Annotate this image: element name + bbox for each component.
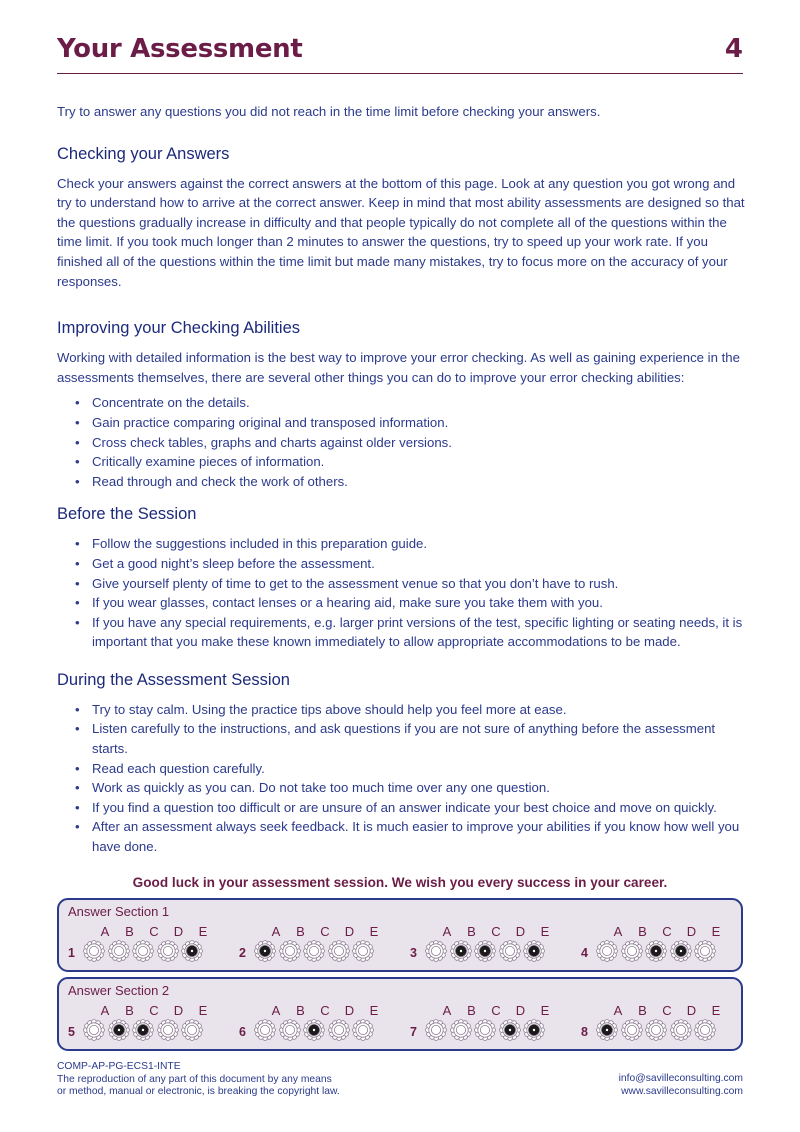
answer-bubble-empty	[83, 940, 105, 962]
list-item: • Cross check tables, graphs and charts against older versions.	[57, 433, 747, 453]
answer-bubble-filled	[181, 940, 203, 962]
option-letter: C	[491, 1003, 501, 1018]
list-item: • After an assessment always seek feedback. It is much easier to improve your abilities if you know how well you have done.	[57, 817, 747, 856]
option-letter: B	[467, 1003, 476, 1018]
option-letter: E	[711, 924, 721, 939]
answer-bubble-empty	[499, 940, 521, 962]
answer-bubble-empty	[328, 940, 350, 962]
answer-section-title: Answer Section 1	[68, 904, 170, 919]
contact-email[interactable]: info@savilleconsulting.com	[618, 1073, 743, 1084]
option-letter: D	[686, 924, 697, 939]
option-letter: E	[369, 1003, 379, 1018]
option-letter: D	[173, 924, 184, 939]
option-letter: C	[149, 924, 159, 939]
answer-bubble-empty	[181, 1019, 203, 1041]
answer-bubble-empty	[157, 1019, 179, 1041]
answer-section-1	[57, 898, 743, 972]
list-item: • Follow the suggestions included in this preparation guide.	[57, 534, 747, 554]
page-title: Your Assessment	[57, 34, 303, 64]
question-number: 8	[581, 1025, 588, 1039]
option-letter: B	[296, 924, 305, 939]
option-letter: E	[711, 1003, 721, 1018]
list-item: • If you have any special requirements, e.g. larger print versions of the test, specific lighting or seating needs, it is important that you make these known immediately to allow appropriate accommodations to be made.	[57, 613, 747, 652]
option-letter: E	[198, 1003, 208, 1018]
option-letter: C	[320, 924, 330, 939]
question-number: 6	[239, 1025, 246, 1039]
answer-bubble-empty	[474, 1019, 496, 1041]
answer-bubble-empty	[645, 1019, 667, 1041]
bullet-list	[57, 393, 747, 491]
footer-right	[619, 1073, 743, 1098]
answer-question-3	[410, 924, 550, 968]
answer-bubble-empty	[83, 1019, 105, 1041]
intro-text: Try to answer any questions you did not reach in the time limit before checking your answers.	[57, 104, 601, 119]
list-item: • Read through and check the work of others.	[57, 472, 747, 492]
list-item: • Try to stay calm. Using the practice tips above should help you feel more at ease.	[57, 700, 747, 720]
list-item: • Read each question carefully.	[57, 759, 747, 779]
answer-bubble-filled	[108, 1019, 130, 1041]
answer-bubble-empty	[425, 1019, 447, 1041]
question-number: 7	[410, 1025, 417, 1039]
answer-bubble-empty	[450, 1019, 472, 1041]
option-letter: D	[173, 1003, 184, 1018]
answer-question-7	[410, 1003, 550, 1047]
option-letter: D	[515, 924, 526, 939]
bullet-list	[57, 700, 747, 857]
footer-left	[57, 1061, 340, 1099]
page-header	[57, 30, 743, 74]
option-letter: B	[125, 1003, 134, 1018]
list-item: • Get a good night’s sleep before the assessment.	[57, 554, 747, 574]
option-letter: C	[662, 924, 672, 939]
answer-bubble-empty	[328, 1019, 350, 1041]
answer-bubble-empty	[621, 1019, 643, 1041]
question-number: 4	[581, 946, 588, 960]
answer-bubble-empty	[694, 940, 716, 962]
page-number: 4	[724, 34, 743, 64]
option-letter: D	[686, 1003, 697, 1018]
answer-bubble-empty	[303, 940, 325, 962]
option-letter: B	[467, 924, 476, 939]
bullet-list	[57, 534, 747, 652]
answer-bubble-filled	[523, 940, 545, 962]
option-letter: B	[638, 924, 647, 939]
option-letter: D	[344, 924, 355, 939]
document-code: COMP-AP-PG-ECS1-INTE	[57, 1061, 181, 1072]
copyright-line: or method, manual or electronic, is breaking the copyright law.	[57, 1086, 340, 1098]
copyright-line: The reproduction of any part of this document by any means	[57, 1073, 332, 1085]
answer-bubble-empty	[108, 940, 130, 962]
answer-question-1	[68, 924, 208, 968]
option-letter: E	[198, 924, 208, 939]
option-letter: A	[613, 924, 623, 939]
section-heading: Before the Session	[57, 505, 197, 524]
option-letter: C	[149, 1003, 159, 1018]
list-item: • Gain practice comparing original and transposed information.	[57, 413, 747, 433]
answer-bubble-empty	[670, 1019, 692, 1041]
section-heading: During the Assessment Session	[57, 670, 290, 689]
question-number: 3	[410, 946, 417, 960]
answer-question-4	[581, 924, 721, 968]
answer-bubble-filled	[523, 1019, 545, 1041]
section-heading: Improving your Checking Abilities	[57, 319, 301, 338]
list-item: • Work as quickly as you can. Do not take too much time over any one question.	[57, 778, 747, 798]
list-item: • If you find a question too difficult or are unsure of an answer indicate your best choice and move on quickly.	[57, 798, 747, 818]
option-letter: D	[515, 1003, 526, 1018]
answer-bubble-empty	[157, 940, 179, 962]
answer-bubble-empty	[621, 940, 643, 962]
answer-bubble-empty	[596, 940, 618, 962]
list-item: • Give yourself plenty of time to get to the assessment venue so that you don’t have to rush.	[57, 574, 747, 594]
option-letter: E	[540, 1003, 550, 1018]
answer-bubble-empty	[425, 940, 447, 962]
answer-bubble-filled	[670, 940, 692, 962]
list-item: • Critically examine pieces of information.	[57, 452, 747, 472]
question-number: 2	[239, 946, 246, 960]
list-item: • Listen carefully to the instructions, and ask questions if you are not sure of anything before the assessment starts.	[57, 719, 747, 758]
option-letter: E	[540, 924, 550, 939]
question-number: 1	[68, 946, 75, 960]
answer-bubble-filled	[132, 1019, 154, 1041]
answer-bubble-empty	[132, 940, 154, 962]
answer-question-5	[68, 1003, 208, 1047]
answer-bubble-filled	[596, 1019, 618, 1041]
main-content	[57, 102, 747, 865]
option-letter: B	[125, 924, 134, 939]
option-letter: B	[638, 1003, 647, 1018]
answer-question-2	[239, 924, 379, 968]
option-letter: A	[271, 1003, 281, 1018]
section-heading: Checking your Answers	[57, 144, 230, 163]
option-letter: A	[442, 924, 452, 939]
list-item: • Concentrate on the details.	[57, 393, 747, 413]
good-luck-message: Good luck in your assessment session. We wish you every success in your career.	[132, 875, 668, 890]
answer-bubble-filled	[474, 940, 496, 962]
answer-bubble-empty	[352, 1019, 374, 1041]
answer-bubble-empty	[254, 1019, 276, 1041]
option-letter: D	[344, 1003, 355, 1018]
answer-bubble-empty	[279, 940, 301, 962]
answer-bubble-filled	[499, 1019, 521, 1041]
option-letter: A	[100, 924, 110, 939]
answer-bubble-empty	[694, 1019, 716, 1041]
option-letter: B	[296, 1003, 305, 1018]
section-paragraph: Working with detailed information is the best way to improve your error checking. As well as gaining experience in the assessments themselves, there are several other things you can do to improve your error checking abilities:	[57, 350, 740, 385]
option-letter: C	[491, 924, 501, 939]
answer-bubble-empty	[352, 940, 374, 962]
option-letter: A	[442, 1003, 452, 1018]
website-link[interactable]: www.savilleconsulting.com	[621, 1085, 743, 1097]
answer-section-title: Answer Section 2	[68, 983, 170, 998]
list-item: • If you wear glasses, contact lenses or a hearing aid, make sure you take them with you.	[57, 593, 747, 613]
answer-bubble-empty	[279, 1019, 301, 1041]
section-paragraph: Check your answers against the correct answers at the bottom of this page. Look at any question you got wrong and try to understand how to arrive at the correct answer. Keep in mind that most ability assessments are designed so that the questions gradually increase in difficulty and that people typically do not complete all of the questions within the time limit. If you took much longer than 2 minutes to answer the questions, try to speed up your work rate. If you finished all of the questions within the time limit but made many mistakes, try to focus more on the accuracy of your responses.	[57, 175, 745, 289]
answer-question-6	[239, 1003, 379, 1047]
option-letter: C	[662, 1003, 672, 1018]
option-letter: E	[369, 924, 379, 939]
answer-bubble-filled	[303, 1019, 325, 1041]
option-letter: A	[100, 1003, 110, 1018]
option-letter: A	[613, 1003, 623, 1018]
option-letter: A	[271, 924, 281, 939]
question-number: 5	[68, 1025, 75, 1039]
answer-question-8	[581, 1003, 721, 1047]
option-letter: C	[320, 1003, 330, 1018]
answer-bubble-filled	[645, 940, 667, 962]
answer-bubble-filled	[450, 940, 472, 962]
answer-bubble-filled	[254, 940, 276, 962]
answer-section-2	[57, 977, 743, 1051]
